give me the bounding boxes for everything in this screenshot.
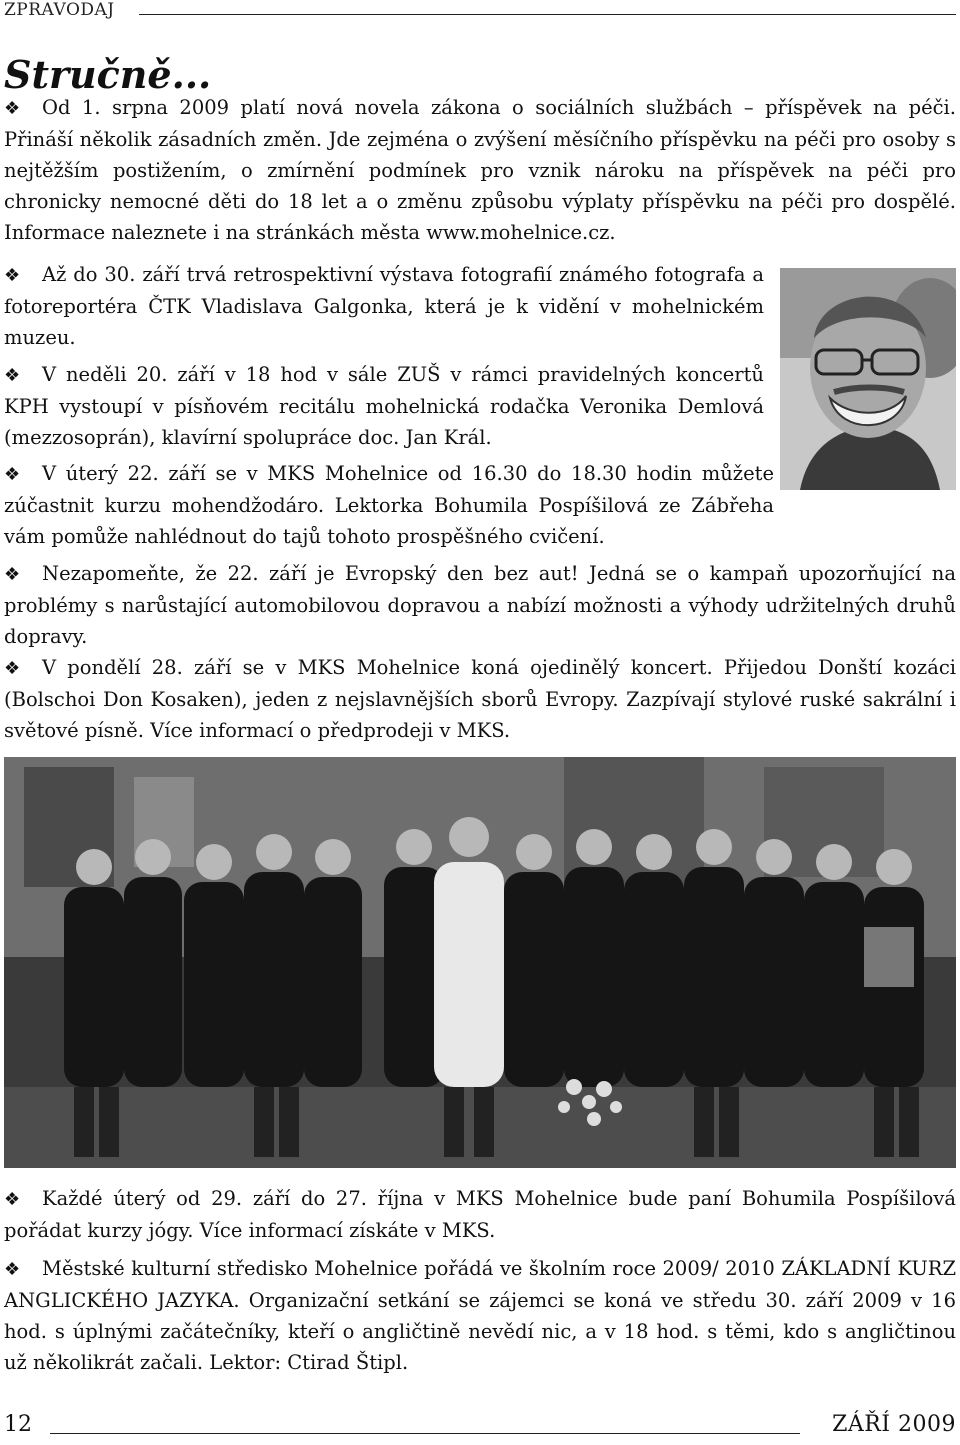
news-item-8 xyxy=(4,1253,956,1378)
footer-rule xyxy=(50,1433,800,1434)
news-item-1-text: Od 1. srpna 2009 platí nová novela zákona o sociálních službách – příspěvek na péči. Přináší několik zásadních změn. Jde zejména o zvýšení měsíčního příspěvku na péči pro osoby s nejtěžším postižením, o zmírnění podmínek pro vznik nároku na příspěvek na péči pro chronicky nemocné děti do 18 let a o změnu způsobu výplaty příspěvku na péči pro dospělé. Informace naleznete i na stránkách města www.mohelnice.cz. xyxy=(4,96,956,244)
bullet-icon: ❖ xyxy=(4,98,21,119)
news-item-3-text: V neděli 20. září v 18 hod v sále ZUŠ v rámci pravidelných koncertů KPH vystoupí v písňovém recitálu mohelnická rodačka Veronika Demlová (mezzosoprán), klavírní spolupráce doc. Jan Král. xyxy=(4,363,764,449)
bullet-icon: ❖ xyxy=(4,564,21,585)
bullet-icon: ❖ xyxy=(4,1189,21,1210)
header-rule xyxy=(139,14,956,15)
page-header xyxy=(4,0,956,30)
news-item-1 xyxy=(4,92,956,248)
news-item-5 xyxy=(4,558,956,652)
news-item-4-text: V úterý 22. září se v MKS Mohelnice od 16.30 do 18.30 hodin můžete zúčastnit kurzu mohendžodáro. Lektorka Bohumila Pospíšilová ze Zábřeha vám pomůže nahlédnout do tajů tohoto prospěšného cvičení. xyxy=(4,462,774,548)
news-item-3 xyxy=(4,359,764,453)
portrait-photo xyxy=(780,268,956,490)
news-item-6 xyxy=(4,652,956,746)
page-number: 12 xyxy=(4,1412,32,1437)
bullet-icon: ❖ xyxy=(4,265,21,286)
news-item-8-text: Městské kulturní středisko Mohelnice pořádá ve školním roce 2009/ 2010 ZÁKLADNÍ KURZ ANGLICKÉHO JAZYKA. Organizační setkání se zájemci se koná ve středu 30. září 2009 v 16 hod. s úplnými začátečníky, kteří o angličtině nevědí nic, a v 18 hod. s těmi, kdo s angličtinou už několikrát začali. Lektor: Ctirad Štipl. xyxy=(4,1257,956,1374)
bullet-icon: ❖ xyxy=(4,464,21,485)
news-item-4 xyxy=(4,458,774,552)
news-item-2 xyxy=(4,259,764,353)
news-item-5-text: Nezapomeňte, že 22. září je Evropský den bez aut! Jedná se o kampaň upozorňující na problémy s narůstající automobilovou dopravou a nabízí možnosti a výhody udržitelných druhů dopravy. xyxy=(4,562,956,648)
page-title: Stručně... xyxy=(4,52,212,97)
news-item-7-text: Každé úterý od 29. září do 27. října v MKS Mohelnice bude paní Bohumila Pospíšilová pořádat kurzy jógy. Více informací získáte v MKS. xyxy=(4,1187,956,1242)
news-item-7 xyxy=(4,1183,956,1246)
issue-date: ZÁŘÍ 2009 xyxy=(832,1412,956,1437)
header-label: ZPRAVODAJ xyxy=(4,0,115,20)
choir-group-photo xyxy=(4,757,956,1168)
bullet-icon: ❖ xyxy=(4,658,21,679)
news-item-6-text: V pondělí 28. září se v MKS Mohelnice koná ojedinělý koncert. Přijedou Donští kozáci (Bolschoi Don Kosaken), jeden z nejslavnějších sborů Evropy. Zazpívají stylové ruské sakrální i světové písně. Více informací o předprodeji v MKS. xyxy=(4,656,956,742)
bullet-icon: ❖ xyxy=(4,365,21,386)
news-item-2-text: Až do 30. září trvá retrospektivní výstava fotografií známého fotografa a fotoreportéra ČTK Vladislava Galgonka, která je k vidění v mohelnickém muzeu. xyxy=(4,263,764,349)
bullet-icon: ❖ xyxy=(4,1259,21,1280)
